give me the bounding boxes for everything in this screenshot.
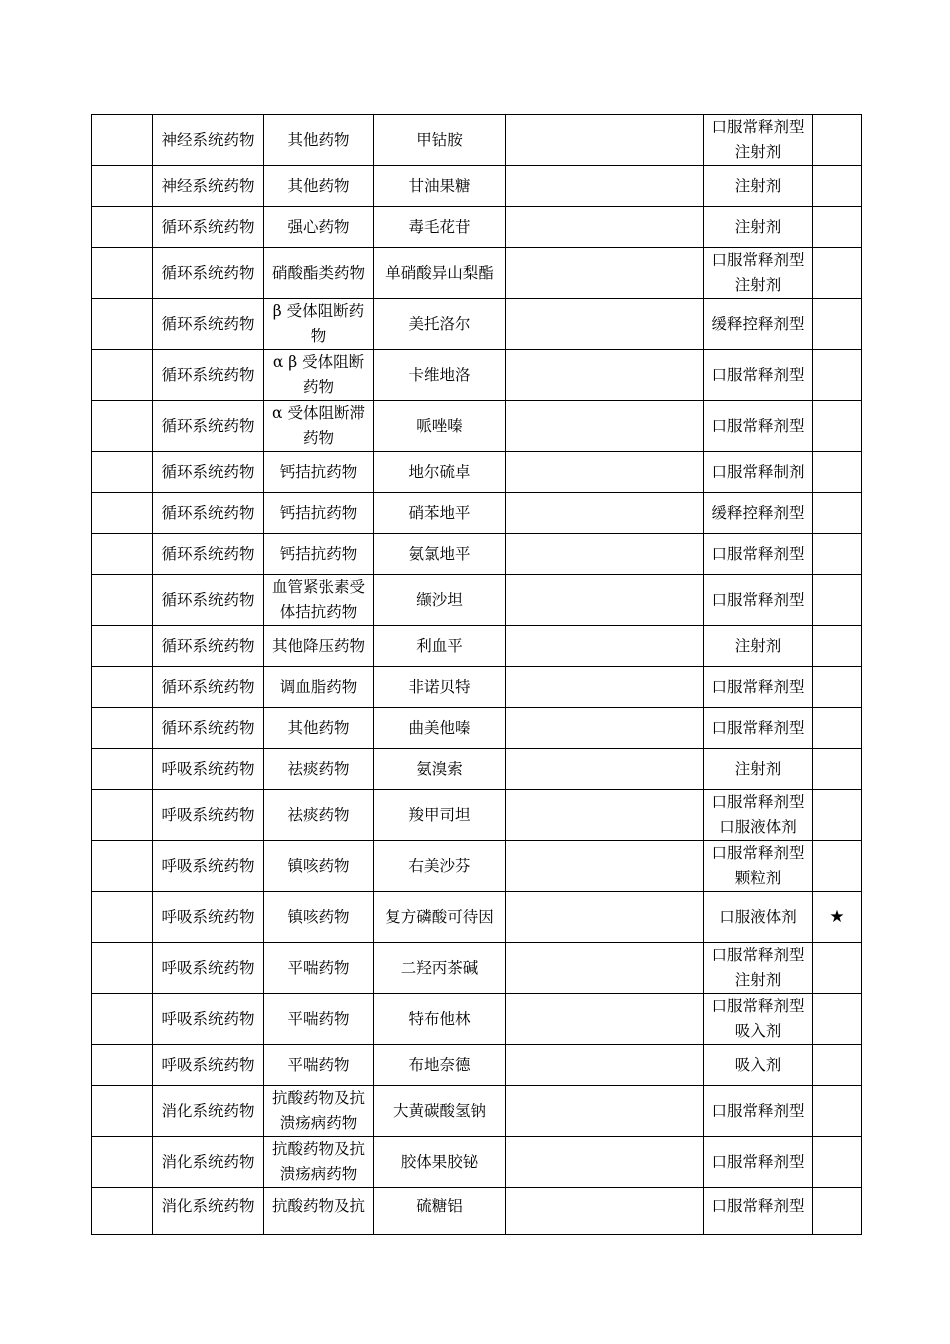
category-cell: 平喘药物 xyxy=(264,1045,374,1086)
drug-name-cell: 硫糖铝 xyxy=(374,1188,506,1235)
category-cell: 硝酸酯类药物 xyxy=(264,248,374,299)
system-cell: 循环系统药物 xyxy=(153,575,264,626)
index-cell xyxy=(92,841,153,892)
system-cell: 神经系统药物 xyxy=(153,115,264,166)
dosage-form-line: 口服常释剂型 xyxy=(711,677,805,696)
dosage-form-cell xyxy=(704,841,813,892)
dosage-form-line: 口服常释剂型 xyxy=(711,718,805,737)
index-cell xyxy=(92,248,153,299)
table-row xyxy=(92,207,862,248)
system-cell: 循环系统药物 xyxy=(153,207,264,248)
dosage-form-line: 口服液体剂 xyxy=(719,907,797,926)
category-cell: 调血脂药物 xyxy=(264,667,374,708)
spec-cell xyxy=(506,626,704,667)
category-cell: 镇咳药物 xyxy=(264,892,374,943)
spec-cell xyxy=(506,708,704,749)
star-icon: ★ xyxy=(829,906,845,927)
system-cell: 循环系统药物 xyxy=(153,493,264,534)
mark-cell xyxy=(813,994,862,1045)
spec-cell xyxy=(506,841,704,892)
drug-name-cell: 地尔硫卓 xyxy=(374,452,506,493)
index-cell xyxy=(92,1188,153,1235)
spec-cell xyxy=(506,248,704,299)
drug-name-cell: 甲钴胺 xyxy=(374,115,506,166)
spec-cell xyxy=(506,452,704,493)
category-cell: α 受体阻断滞药物 xyxy=(264,401,374,452)
drug-name-cell: 氨溴索 xyxy=(374,749,506,790)
category-cell: 钙拮抗药物 xyxy=(264,534,374,575)
system-cell: 呼吸系统药物 xyxy=(153,892,264,943)
dosage-form-cell xyxy=(704,1188,813,1235)
drug-name-cell: 哌唑嗪 xyxy=(374,401,506,452)
drug-name-cell: 布地奈德 xyxy=(374,1045,506,1086)
index-cell xyxy=(92,749,153,790)
dosage-form-line: 口服常释剂型 xyxy=(711,997,805,1015)
mark-cell xyxy=(813,626,862,667)
dosage-form-line: 注射剂 xyxy=(734,276,782,294)
drug-name-cell: 特布他林 xyxy=(374,994,506,1045)
system-cell: 呼吸系统药物 xyxy=(153,841,264,892)
category-cell: 强心药物 xyxy=(264,207,374,248)
mark-cell xyxy=(813,493,862,534)
category-cell: 祛痰药物 xyxy=(264,790,374,841)
mark-cell xyxy=(813,166,862,207)
drug-name-cell: 甘油果糖 xyxy=(374,166,506,207)
dosage-form-cell xyxy=(704,943,813,994)
index-cell xyxy=(92,207,153,248)
dosage-form-line: 口服常释剂型 xyxy=(711,1152,805,1171)
category-cell: 平喘药物 xyxy=(264,994,374,1045)
mark-cell xyxy=(813,350,862,401)
index-cell xyxy=(92,892,153,943)
drug-name-cell: 大黄碳酸氢钠 xyxy=(374,1086,506,1137)
dosage-form-line: 注射剂 xyxy=(734,636,782,655)
drug-list-table xyxy=(91,114,862,1235)
dosage-form-line: 口服常释剂型 xyxy=(711,844,805,862)
dosage-form-line: 口服常释剂型 xyxy=(711,365,805,384)
dosage-form-line: 口服常释剂型 xyxy=(711,590,805,609)
mark-cell xyxy=(813,248,862,299)
dosage-form-cell xyxy=(704,626,813,667)
dosage-form-cell xyxy=(704,248,813,299)
index-cell xyxy=(92,534,153,575)
dosage-form-line: 注射剂 xyxy=(734,759,782,778)
table-row xyxy=(92,166,862,207)
dosage-form-line: 注射剂 xyxy=(734,143,782,161)
system-cell: 消化系统药物 xyxy=(153,1137,264,1188)
table-row xyxy=(92,115,862,166)
category-cell: 抗酸药物及抗溃疡病药物 xyxy=(264,1137,374,1188)
table-row xyxy=(92,350,862,401)
dosage-form-line: 注射剂 xyxy=(734,217,782,236)
spec-cell xyxy=(506,534,704,575)
system-cell: 循环系统药物 xyxy=(153,452,264,493)
category-cell: 钙拮抗药物 xyxy=(264,493,374,534)
index-cell xyxy=(92,708,153,749)
index-cell xyxy=(92,493,153,534)
dosage-form-line: 口服常释剂型 xyxy=(711,1197,805,1215)
dosage-form-cell xyxy=(704,708,813,749)
table-row xyxy=(92,943,862,994)
dosage-form-line: 注射剂 xyxy=(734,176,782,195)
spec-cell xyxy=(506,575,704,626)
dosage-form-line: 吸入剂 xyxy=(734,1055,782,1074)
spec-cell xyxy=(506,1188,704,1235)
table-row xyxy=(92,994,862,1045)
category-cell: α β 受体阻断药物 xyxy=(264,350,374,401)
table-row xyxy=(92,1045,862,1086)
dosage-form-line: 注射剂 xyxy=(734,971,782,989)
category-cell: 抗酸药物及抗溃疡病药物 xyxy=(264,1086,374,1137)
drug-name-cell: 羧甲司坦 xyxy=(374,790,506,841)
system-cell: 呼吸系统药物 xyxy=(153,790,264,841)
dosage-form-cell xyxy=(704,350,813,401)
drug-name-cell: 缬沙坦 xyxy=(374,575,506,626)
index-cell xyxy=(92,299,153,350)
table-row xyxy=(92,841,862,892)
category-cell: 镇咳药物 xyxy=(264,841,374,892)
system-cell: 呼吸系统药物 xyxy=(153,943,264,994)
system-cell: 消化系统药物 xyxy=(153,1086,264,1137)
mark-cell xyxy=(813,1137,862,1188)
drug-name-cell: 非诺贝特 xyxy=(374,667,506,708)
index-cell xyxy=(92,626,153,667)
table-row xyxy=(92,708,862,749)
mark-cell xyxy=(813,708,862,749)
system-cell: 循环系统药物 xyxy=(153,299,264,350)
index-cell xyxy=(92,667,153,708)
drug-name-cell: 曲美他嗪 xyxy=(374,708,506,749)
mark-cell xyxy=(813,1188,862,1235)
mark-cell xyxy=(813,207,862,248)
mark-cell xyxy=(813,115,862,166)
dosage-form-cell xyxy=(704,749,813,790)
spec-cell xyxy=(506,350,704,401)
table-row xyxy=(92,1188,862,1235)
dosage-form-cell xyxy=(704,667,813,708)
dosage-form-cell xyxy=(704,892,813,943)
table-row xyxy=(92,575,862,626)
mark-cell xyxy=(813,790,862,841)
spec-cell xyxy=(506,166,704,207)
spec-cell xyxy=(506,1045,704,1086)
dosage-form-cell xyxy=(704,207,813,248)
category-cell: 其他药物 xyxy=(264,708,374,749)
dosage-form-line: 口服常释剂型 xyxy=(711,793,805,811)
system-cell: 循环系统药物 xyxy=(153,534,264,575)
dosage-form-cell xyxy=(704,534,813,575)
category-cell: 平喘药物 xyxy=(264,943,374,994)
system-cell: 神经系统药物 xyxy=(153,166,264,207)
table-row xyxy=(92,401,862,452)
system-cell: 呼吸系统药物 xyxy=(153,1045,264,1086)
category-cell: β 受体阻断药物 xyxy=(264,299,374,350)
category-cell: 血管紧张素受体拮抗药物 xyxy=(264,575,374,626)
category-cell: 其他降压药物 xyxy=(264,626,374,667)
mark-cell xyxy=(813,749,862,790)
system-cell: 循环系统药物 xyxy=(153,667,264,708)
mark-cell xyxy=(813,299,862,350)
dosage-form-cell xyxy=(704,115,813,166)
dosage-form-line: 缓释控释剂型 xyxy=(711,503,805,522)
table-body xyxy=(92,115,862,1235)
system-cell: 呼吸系统药物 xyxy=(153,994,264,1045)
spec-cell xyxy=(506,207,704,248)
index-cell xyxy=(92,943,153,994)
category-cell: 其他药物 xyxy=(264,115,374,166)
table-row xyxy=(92,248,862,299)
spec-cell xyxy=(506,299,704,350)
dosage-form-line: 缓释控释剂型 xyxy=(711,314,805,333)
dosage-form-line: 口服常释剂型 xyxy=(711,118,805,136)
table-row xyxy=(92,534,862,575)
table-row xyxy=(92,452,862,493)
table-row xyxy=(92,1086,862,1137)
dosage-form-line: 口服常释剂型 xyxy=(711,946,805,964)
index-cell xyxy=(92,115,153,166)
index-cell xyxy=(92,575,153,626)
index-cell xyxy=(92,401,153,452)
index-cell xyxy=(92,1045,153,1086)
category-cell: 钙拮抗药物 xyxy=(264,452,374,493)
system-cell: 循环系统药物 xyxy=(153,626,264,667)
dosage-form-cell xyxy=(704,1045,813,1086)
spec-cell xyxy=(506,401,704,452)
drug-name-cell: 单硝酸异山梨酯 xyxy=(374,248,506,299)
table-row xyxy=(92,790,862,841)
mark-cell xyxy=(813,1086,862,1137)
mark-cell xyxy=(813,1045,862,1086)
mark-cell xyxy=(813,401,862,452)
spec-cell xyxy=(506,1137,704,1188)
drug-name-cell: 毒毛花苷 xyxy=(374,207,506,248)
spec-cell xyxy=(506,1086,704,1137)
system-cell: 呼吸系统药物 xyxy=(153,749,264,790)
spec-cell xyxy=(506,790,704,841)
dosage-form-line: 口服常释剂型 xyxy=(711,416,805,435)
index-cell xyxy=(92,994,153,1045)
mark-cell xyxy=(813,452,862,493)
system-cell: 消化系统药物 xyxy=(153,1188,264,1235)
index-cell xyxy=(92,452,153,493)
mark-cell xyxy=(813,841,862,892)
mark-cell xyxy=(813,943,862,994)
index-cell xyxy=(92,1137,153,1188)
drug-name-cell: 右美沙芬 xyxy=(374,841,506,892)
mark-cell xyxy=(813,575,862,626)
dosage-form-line: 口服常释剂型 xyxy=(711,544,805,563)
dosage-form-cell xyxy=(704,166,813,207)
dosage-form-cell xyxy=(704,452,813,493)
dosage-form-cell xyxy=(704,790,813,841)
spec-cell xyxy=(506,943,704,994)
index-cell xyxy=(92,790,153,841)
table-row xyxy=(92,892,862,943)
dosage-form-line: 颗粒剂 xyxy=(734,869,782,887)
system-cell: 循环系统药物 xyxy=(153,248,264,299)
dosage-form-cell xyxy=(704,1086,813,1137)
mark-cell xyxy=(813,667,862,708)
table-row xyxy=(92,749,862,790)
spec-cell xyxy=(506,667,704,708)
table-row xyxy=(92,626,862,667)
dosage-form-line: 口服常释制剂 xyxy=(711,462,805,481)
system-cell: 循环系统药物 xyxy=(153,708,264,749)
index-cell xyxy=(92,166,153,207)
dosage-form-line: 口服常释剂型 xyxy=(711,251,805,269)
mark-cell xyxy=(813,892,862,943)
dosage-form-cell xyxy=(704,1137,813,1188)
dosage-form-cell xyxy=(704,299,813,350)
dosage-form-line: 口服液体剂 xyxy=(719,818,797,836)
mark-cell xyxy=(813,534,862,575)
drug-name-cell: 硝苯地平 xyxy=(374,493,506,534)
table-row xyxy=(92,1137,862,1188)
drug-name-cell: 美托洛尔 xyxy=(374,299,506,350)
category-cell: 祛痰药物 xyxy=(264,749,374,790)
spec-cell xyxy=(506,994,704,1045)
system-cell: 循环系统药物 xyxy=(153,350,264,401)
system-cell: 循环系统药物 xyxy=(153,401,264,452)
table-row xyxy=(92,493,862,534)
drug-name-cell: 氨氯地平 xyxy=(374,534,506,575)
category-cell: 抗酸药物及抗 xyxy=(264,1188,374,1235)
index-cell xyxy=(92,1086,153,1137)
spec-cell xyxy=(506,115,704,166)
dosage-form-line: 吸入剂 xyxy=(734,1022,782,1040)
dosage-form-cell xyxy=(704,493,813,534)
drug-name-cell: 利血平 xyxy=(374,626,506,667)
category-cell: 其他药物 xyxy=(264,166,374,207)
drug-name-cell: 卡维地洛 xyxy=(374,350,506,401)
drug-name-cell: 复方磷酸可待因 xyxy=(374,892,506,943)
drug-name-cell: 胶体果胶铋 xyxy=(374,1137,506,1188)
table-row xyxy=(92,299,862,350)
index-cell xyxy=(92,350,153,401)
drug-name-cell: 二羟丙茶碱 xyxy=(374,943,506,994)
spec-cell xyxy=(506,892,704,943)
dosage-form-cell xyxy=(704,994,813,1045)
spec-cell xyxy=(506,749,704,790)
spec-cell xyxy=(506,493,704,534)
dosage-form-cell xyxy=(704,575,813,626)
dosage-form-cell xyxy=(704,401,813,452)
dosage-form-line: 口服常释剂型 xyxy=(711,1101,805,1120)
table-row xyxy=(92,667,862,708)
